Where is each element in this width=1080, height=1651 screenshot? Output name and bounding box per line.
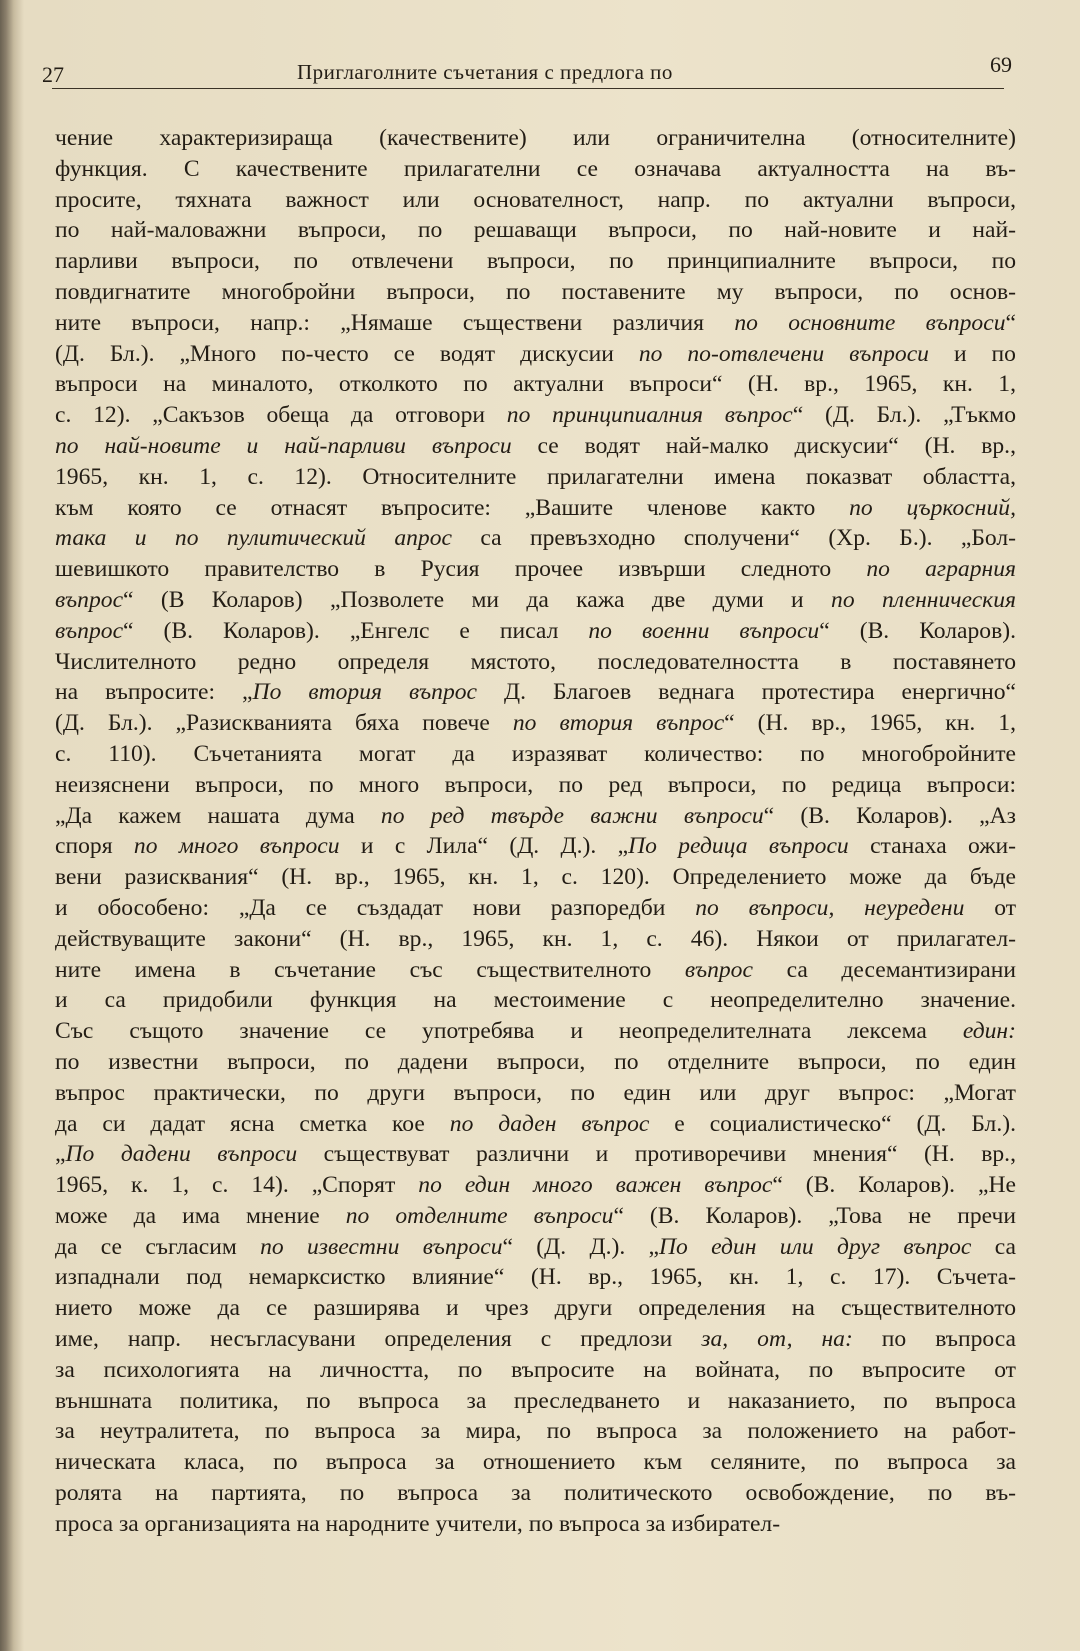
text-run: Със същото значение се употребява и неопределителната лексема xyxy=(55,1018,963,1045)
text-line xyxy=(55,708,1016,739)
italic-example: по втория въпрос xyxy=(512,710,725,737)
text-line xyxy=(55,831,1016,862)
text-line xyxy=(55,1355,1016,1386)
text-run: Д. Благоев веднага протестира енергично“ xyxy=(477,679,1016,706)
text-line xyxy=(55,1170,1016,1201)
italic-example: По един или друг въпрос xyxy=(659,1233,972,1260)
text-line xyxy=(55,369,1016,400)
section-number: 27 xyxy=(42,62,64,87)
text-line xyxy=(55,400,1016,431)
text-line xyxy=(55,893,1016,924)
text-run: “ (В. Коларов). xyxy=(819,617,1016,644)
text-line xyxy=(55,585,1016,616)
text-run: ните имена в съчетание със съществителното xyxy=(55,956,685,983)
italic-example: по по-отвлечени въпроси xyxy=(638,340,929,367)
italic-example: въпрос xyxy=(684,956,753,983)
text-line xyxy=(55,1047,1016,1078)
text-run: “ (В. Коларов). „Енгелс е писал xyxy=(123,617,589,644)
italic-example: по отделните въпроси xyxy=(345,1202,614,1229)
text-run: (Д. Бл.). „Много по-често се водят дискусии xyxy=(55,340,639,367)
italic-example: По дадени въпроси xyxy=(65,1141,298,1168)
text-run: въпроси на миналото, отколкото по актуални въпроси“ (Н. вр., 1965, кн. 1, xyxy=(55,371,1016,398)
text-run: проса за организацията на народните учители, по въпроса за избирател- xyxy=(55,1510,781,1537)
text-run: за психологията на личността, по въпросите на войната, по въпросите от xyxy=(55,1356,1016,1383)
text-line xyxy=(55,1324,1016,1355)
text-run: функция. С качествените прилагателни се означава актуалността на въ- xyxy=(55,155,1016,182)
text-run: “ (Д. Д.). „ xyxy=(502,1233,659,1260)
text-line xyxy=(55,1139,1016,1170)
text-run: въпрос практически, по други въпроси, по един или друг въпрос: „Могат xyxy=(55,1079,1016,1106)
italic-example: по даден въпрос xyxy=(449,1110,650,1137)
text-run: 1965, к. 1, с. 14). „Спорят xyxy=(55,1172,419,1199)
text-line xyxy=(55,246,1016,277)
text-run: неизяснени въпроси, по много въпроси, по ред въпроси, по редица въпроси: xyxy=(55,771,1016,798)
text-run: “ (В. Коларов). „Аз xyxy=(763,802,1016,829)
italic-example: един: xyxy=(962,1018,1016,1045)
text-line xyxy=(55,523,1016,554)
text-line xyxy=(55,185,1016,216)
text-run: към която се отнасят въпросите: „Вашите членове както xyxy=(55,494,850,521)
text-run: е социалистическо“ (Д. Бл.). xyxy=(649,1110,1016,1137)
italic-example: по въпроси, неуредени xyxy=(695,894,965,921)
text-line xyxy=(55,677,1016,708)
text-run: станаха ожи- xyxy=(848,833,1016,860)
text-run: и с Лила“ (Д. Д.). „ xyxy=(339,833,629,860)
text-run: име, напр. несъгласувани определения с предлози xyxy=(55,1326,702,1353)
text-run: “ xyxy=(1005,309,1016,336)
text-line xyxy=(55,1447,1016,1478)
text-run: “ (В. Коларов). „Не xyxy=(772,1172,1016,1199)
text-line xyxy=(55,123,1016,154)
italic-example: по много въпроси xyxy=(133,833,340,860)
text-line xyxy=(55,1262,1016,1293)
text-run: с. 110). Съчетанията могат да изразяват количество: по многобройните xyxy=(55,740,1016,767)
italic-example: въпрос xyxy=(55,617,124,644)
italic-example: въпрос xyxy=(55,586,124,613)
text-run: и са придобили функция на местоимение с неопределително значение. xyxy=(55,987,1016,1014)
text-run: се водят най-малко дискусии“ (Н. вр., xyxy=(511,432,1016,459)
text-line xyxy=(55,493,1016,524)
text-line xyxy=(55,1416,1016,1447)
italic-example: По редица въпроси xyxy=(628,833,849,860)
text-run: да се съгласим xyxy=(55,1233,261,1260)
text-line xyxy=(55,1109,1016,1140)
italic-example: по пленническия xyxy=(831,586,1016,613)
text-run: на въпросите: „ xyxy=(55,679,253,706)
text-line xyxy=(55,739,1016,770)
running-title: Приглаголните съчетания с предлога по xyxy=(297,60,673,84)
italic-example: по известни въпроси xyxy=(260,1233,503,1260)
text-run: са превъзходно сполучени“ (Хр. Б.). „Бол- xyxy=(451,525,1016,552)
page-header xyxy=(42,50,1012,90)
text-run: за неутралитета, по въпроса за мира, по въпроса за положението на работ- xyxy=(55,1418,1016,1445)
text-line xyxy=(55,339,1016,370)
text-line xyxy=(55,985,1016,1016)
text-run: съществуват различни и противоречиви мнения“ (Н. вр., xyxy=(297,1141,1016,1168)
text-line xyxy=(55,801,1016,832)
text-run: ните въпроси, напр.: „Нямаше съществени различия xyxy=(55,309,735,336)
italic-example: по аграрния xyxy=(866,556,1016,583)
text-run: “ (Д. Бл.). „Тъкмо xyxy=(792,402,1016,429)
text-run: Числителното редно определя мястото, последователността в поставянето xyxy=(55,648,1016,675)
italic-example: по военни въпроси xyxy=(588,617,820,644)
text-run: “ (В Коларов) „Позволете ми да кажа две думи и xyxy=(123,586,832,613)
text-line xyxy=(55,462,1016,493)
italic-example: по църкосний, xyxy=(849,494,1016,521)
text-run: да си дадат ясна сметка кое xyxy=(55,1110,450,1137)
text-run: “ (В. Коларов). „Това не пречи xyxy=(613,1202,1016,1229)
text-run: може да има мнение xyxy=(55,1202,346,1229)
text-run: нието може да се разширява и чрез други определения на съществителното xyxy=(55,1295,1016,1322)
text-run: шевишкото правителство в Русия прочее извърши следното xyxy=(55,556,867,583)
text-run: са десемантизирани xyxy=(752,956,1016,983)
text-line xyxy=(55,1016,1016,1047)
italic-example: по принципиалния въпрос xyxy=(506,402,793,429)
text-run: повдигнатите многобройни въпроси, по поставените му въпроси, по основ- xyxy=(55,278,1016,305)
text-line xyxy=(55,1478,1016,1509)
text-line xyxy=(55,924,1016,955)
text-line xyxy=(55,1509,1016,1540)
text-run: ролята на партията, по въпроса за политическото освобождение, по въ- xyxy=(55,1480,1016,1507)
italic-example: за, от, на: xyxy=(701,1326,853,1353)
text-run: по известни въпроси, по дадени въпроси, по отделните въпроси, по един xyxy=(55,1048,1016,1075)
text-line xyxy=(55,154,1016,185)
text-run: и по xyxy=(928,340,1016,367)
text-line xyxy=(55,308,1016,339)
text-line xyxy=(55,215,1016,246)
body-text xyxy=(55,123,1016,1540)
text-line xyxy=(55,1386,1016,1417)
italic-example: по най-новите и най-парливи въпроси xyxy=(55,432,512,459)
italic-example: по основните въпроси xyxy=(734,309,1006,336)
text-run: “ (Н. вр., 1965, кн. 1, xyxy=(724,710,1016,737)
text-line xyxy=(55,1293,1016,1324)
italic-example: по един много важен въпрос xyxy=(418,1172,773,1199)
text-line xyxy=(55,1078,1016,1109)
text-line xyxy=(55,955,1016,986)
text-line xyxy=(55,1232,1016,1263)
text-run: и обособено: „Да се създадат нови разпоредби xyxy=(55,894,696,921)
italic-example: така и по пулитический апрос xyxy=(55,525,452,552)
text-run: „Да кажем нашата дума xyxy=(55,802,381,829)
text-run: (Д. Бл.). „Разискванията бяха повече xyxy=(55,710,513,737)
text-line xyxy=(55,647,1016,678)
text-run: по най-маловажни въпроси, по решаващи въпроси, по най-новите и най- xyxy=(55,217,1016,244)
text-run: от xyxy=(964,894,1016,921)
text-line xyxy=(55,277,1016,308)
text-run: по въпроса xyxy=(852,1326,1016,1353)
text-run: 1965, кн. 1, с. 12). Относителните прилагателни имена показват областта, xyxy=(55,463,1016,490)
text-run: просите, тяхната важност или основателност, напр. по актуални въпроси, xyxy=(55,186,1016,213)
text-line xyxy=(55,554,1016,585)
text-run: изпаднали под немарксистко влияние“ (Н. вр., 1965, кн. 1, с. 17). Съчета- xyxy=(55,1264,1016,1291)
text-line xyxy=(55,616,1016,647)
text-run: външната политика, по въпроса за преследването и наказанието, по въпроса xyxy=(55,1387,1016,1414)
text-run: действуващите закони“ (Н. вр., 1965, кн. 1, с. 46). Някои от прилагател- xyxy=(55,925,1016,952)
header-rule xyxy=(52,88,1004,89)
text-run: са xyxy=(971,1233,1016,1260)
text-run: чение характеризираща (качествените) или ограничителна (относителните) xyxy=(55,125,1016,151)
text-run: парливи въпроси, по отвлечени въпроси, по принципиалните въпроси, по xyxy=(55,248,1016,275)
text-line xyxy=(55,1201,1016,1232)
text-run: с. 12). „Сакъзов обеща да отговори xyxy=(55,402,507,429)
text-line xyxy=(55,862,1016,893)
text-line xyxy=(55,770,1016,801)
text-run: споря xyxy=(55,833,134,860)
text-line xyxy=(55,431,1016,462)
text-run: ническата класа, по въпроса за отношението към селяните, по въпроса за xyxy=(55,1449,1016,1476)
text-run: „ xyxy=(55,1141,66,1168)
text-run: вени разисквания“ (Н. вр., 1965, кн. 1, с. 120). Определението може да бъде xyxy=(55,864,1016,891)
italic-example: по ред твърде важни въпроси xyxy=(380,802,764,829)
italic-example: По втория въпрос xyxy=(252,679,478,706)
page-number: 69 xyxy=(990,52,1012,77)
